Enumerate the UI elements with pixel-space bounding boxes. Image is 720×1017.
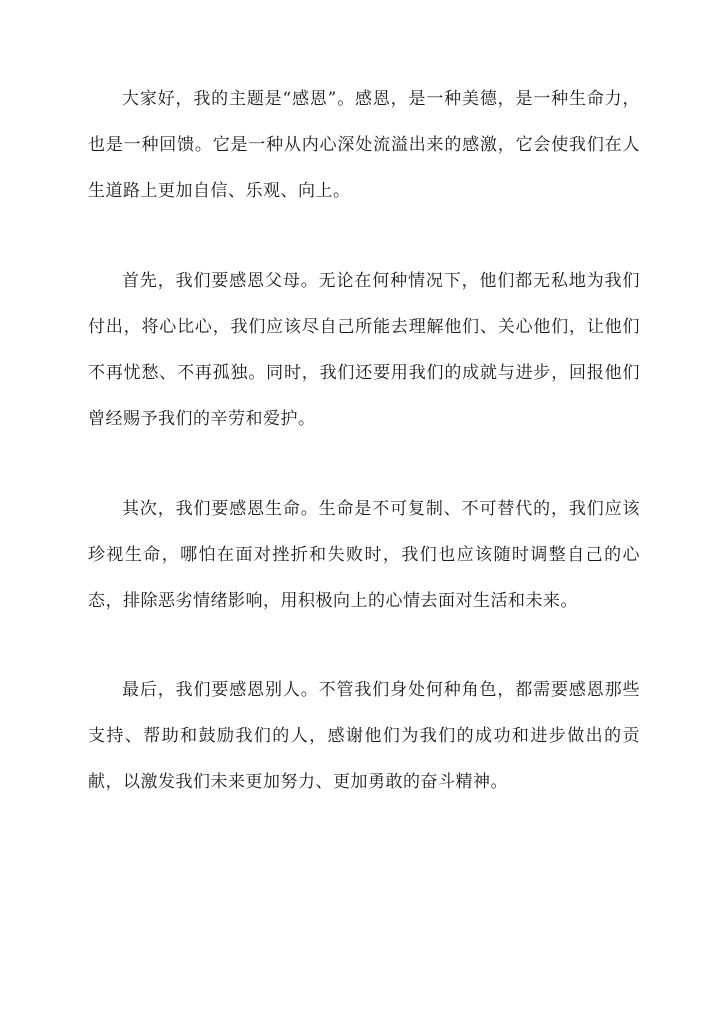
paragraph-life: 其次，我们要感恩生命。生命是不可复制、不可替代的，我们应该珍视生命，哪怕在面对挫折和失败时，我们也应该随时调整自己的心态，排除恶劣情绪影响，用积极向上的心情去面对生活和未来。 [88,499,640,611]
paragraph-others: 最后，我们要感恩别人。不管我们身处何种角色，都需要感恩那些支持、帮助和鼓励我们的人，感谢他们为我们的成功和进步做出的贡献，以激发我们未来更加努力、更加勇敢的奋斗精神。 [88,680,640,792]
paragraph-intro: 大家好，我的主题是“感恩”。感恩，是一种美德，是一种生命力，也是一种回馈。它是一种从内心深处流溢出来的感激，它会使我们在人生道路上更加自信、乐观、向上。 [88,89,640,201]
paragraph-parents: 首先，我们要感恩父母。无论在何种情况下，他们都无私地为我们付出，将心比心，我们应该尽自己所能去理解他们、关心他们，让他们不再忧愁、不再孤独。同时，我们还要用我们的成就与进步，回报他们曾经赐予我们的辛劳和爱护。 [88,271,640,429]
